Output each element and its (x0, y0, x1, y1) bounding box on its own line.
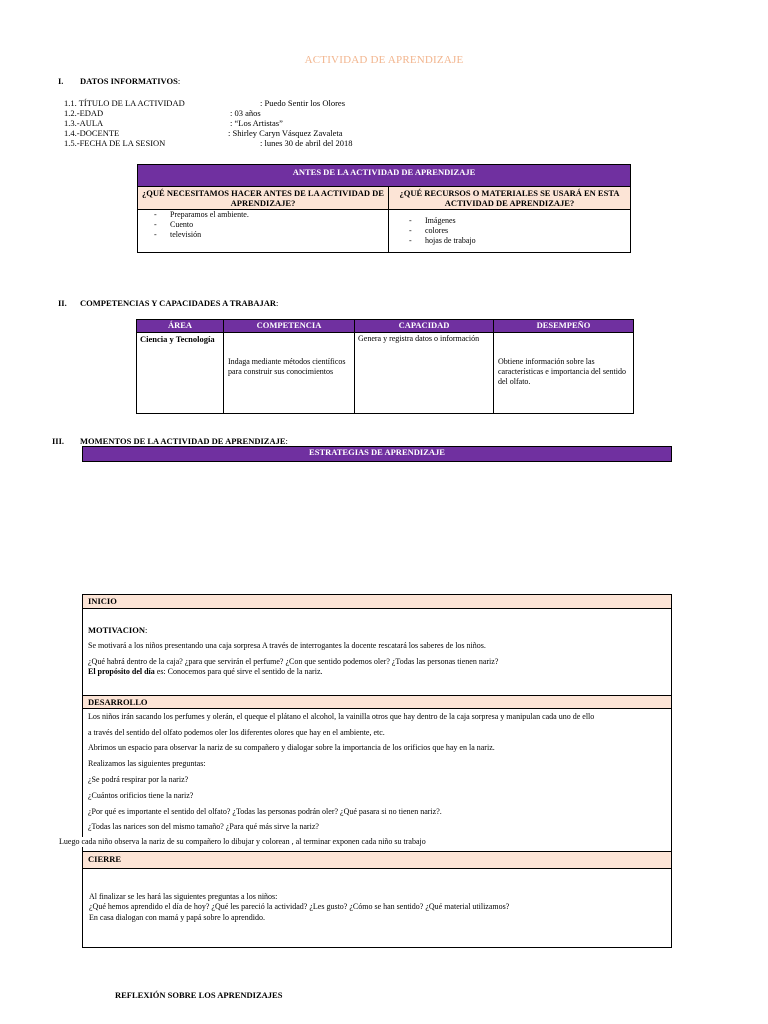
desarrollo-line: ¿Todas las narices son del mismo tamaño? ¿Para qué más sirve la nariz? (88, 822, 319, 831)
info-label-titulo: 1.1. TÍTULO DE LA ACTIVIDAD (64, 98, 185, 108)
motivacion-suffix: : (145, 625, 148, 635)
proposito-line (88, 667, 323, 677)
desarrollo-line: ¿Cuántos orificios tiene la nariz? (88, 791, 194, 800)
before-col2-cell (389, 210, 631, 253)
info-label-fecha: 1.5.-FECHA DE LA SESION (64, 138, 166, 148)
cell-capacidad: Genera y registra datos o información (355, 333, 494, 414)
section-datos-informativos (58, 76, 180, 86)
list-item: - Preparamos el ambiente. (152, 210, 388, 220)
section-label: MOMENTOS DE LA ACTIVIDAD DE APRENDIZAJE (80, 436, 286, 446)
before-col2-header: ¿QUÉ RECURSOS O MATERIALES SE USARÁ EN ESTA ACTIVIDAD DE APRENDIZAJE? (389, 187, 631, 210)
section-suffix: : (177, 76, 181, 86)
info-label-aula: 1.3.-AULA (64, 118, 104, 128)
section-suffix: : (276, 298, 279, 308)
desarrollo-line: a través del sentido del olfato podemos oler los diferentes olores que hay en el ambiente, etc. (88, 728, 385, 737)
section-number: II. (58, 298, 67, 308)
before-col1-header: ¿QUÉ NECESITAMOS HACER ANTES DE LA ACTIVIDAD DE APRENDIZAJE? (138, 187, 389, 210)
strategies-header: ESTRATEGIAS DE APRENDIZAJE (82, 446, 672, 462)
luego-line: Luego cada niño observa la nariz de su compañero lo dibujar y colorean , al terminar exponen cada niño su trabajo (59, 837, 426, 846)
cierre-header: CIERRE (83, 851, 671, 869)
section-number: III. (52, 436, 65, 446)
section-competencias (58, 298, 278, 308)
list-item: - Imágenes (407, 216, 630, 226)
inicio-line-1: Se motivará a los niños presentando una caja sorpresa A través de interrogantes la docente rescatará los saberes de los niños. (88, 641, 486, 650)
before-col2-list (407, 216, 630, 246)
before-activity-table (137, 164, 631, 253)
section-momentos (52, 436, 288, 446)
section-suffix: : (285, 436, 288, 446)
list-item: - hojas de trabajo (407, 236, 630, 246)
page-title: ACTIVIDAD DE APRENDIZAJE (304, 54, 464, 66)
inicio-line-2: ¿Qué habrá dentro de la caja? ¿para que servirán el perfume? ¿Con que sentido podemos oler? ¿Todas las personas tienen nariz? (88, 657, 499, 666)
before-col1-cell (138, 210, 389, 253)
info-value-edad: : 03 años (230, 108, 261, 118)
section-label: COMPETENCIAS Y CAPACIDADES A TRABAJAR (80, 298, 276, 308)
desarrollo-line: Realizamos las siguientes preguntas: (88, 759, 206, 768)
cierre-line: En casa dialogan con mamá y papá sobre lo aprendido. (89, 913, 265, 922)
before-col1-list (152, 210, 388, 240)
desarrollo-line: Los niños irán sacando los perfumes y olerán, el queque el plátano el alcohol, la vainilla otros que hay dentro de la caja sorpresa y manipulan cada uno de ello (88, 712, 595, 721)
info-label-edad: 1.2.-EDAD (64, 108, 104, 118)
info-value-docente: : Shirley Caryn Vásquez Zavaleta (228, 128, 343, 138)
info-value-fecha: : lunes 30 de abril del 2018 (260, 138, 353, 148)
motivacion-text: MOTIVACION (88, 625, 145, 635)
cell-area: Ciencia y Tecnología (137, 333, 224, 414)
info-value-titulo: : Puedo Sentir los Olores (260, 98, 345, 108)
col-header-desempeno: DESEMPEÑO (494, 320, 634, 333)
info-list (64, 98, 464, 150)
before-activity-header: ANTES DE LA ACTIVIDAD DE APRENDIZAJE (138, 165, 631, 187)
section-label: DATOS INFORMATIVOS (80, 76, 178, 86)
motivacion-label (88, 625, 147, 635)
competencias-table (136, 319, 634, 414)
proposito-label: El propósito del día (88, 667, 155, 676)
desarrollo-line: ¿Por qué es importante el sentido del olfato? ¿Todas las personas podrán oler? ¿Qué pasara si no tienen nariz?. (88, 807, 442, 816)
cierre-line: Al finalizar se les hará las siguientes preguntas a los niños: (89, 892, 278, 901)
list-item: - colores (407, 226, 630, 236)
moments-box (82, 594, 672, 948)
list-item: - televisión (152, 230, 388, 240)
desarrollo-line: ¿Se podrá respirar por la nariz? (88, 775, 189, 784)
info-label-docente: 1.4.-DOCENTE (64, 128, 120, 138)
list-item: - Cuento (152, 220, 388, 230)
cierre-line: ¿Qué hemos aprendido el día de hoy? ¿Qué les pareció la actividad? ¿Les gusto? ¿Cómo se han sentido? ¿Qué material utilizamos? (89, 902, 510, 911)
desarrollo-line: Abrimos un espacio para observar la nariz de su compañero y dialogar sobre la importancia de los orificios que hay en la nariz. (88, 743, 495, 752)
section-number: I. (58, 76, 64, 86)
col-header-area: ÁREA (137, 320, 224, 333)
col-header-capacidad: CAPACIDAD (355, 320, 494, 333)
info-value-aula: : “Los Artistas” (230, 118, 283, 128)
inicio-header: INICIO (83, 595, 671, 609)
cell-competencia: Indaga mediante métodos científicos para construir sus conocimientos (224, 333, 355, 414)
desarrollo-header: DESARROLLO (83, 695, 671, 709)
proposito-text: es: Conocemos para qué sirve el sentido de la nariz. (154, 667, 323, 676)
col-header-competencia: COMPETENCIA (224, 320, 355, 333)
reflexion-heading: REFLEXIÓN SOBRE LOS APRENDIZAJES (115, 990, 283, 1000)
cell-desempeno: Obtiene información sobre las características e importancia del sentido del olfato. (494, 333, 634, 414)
